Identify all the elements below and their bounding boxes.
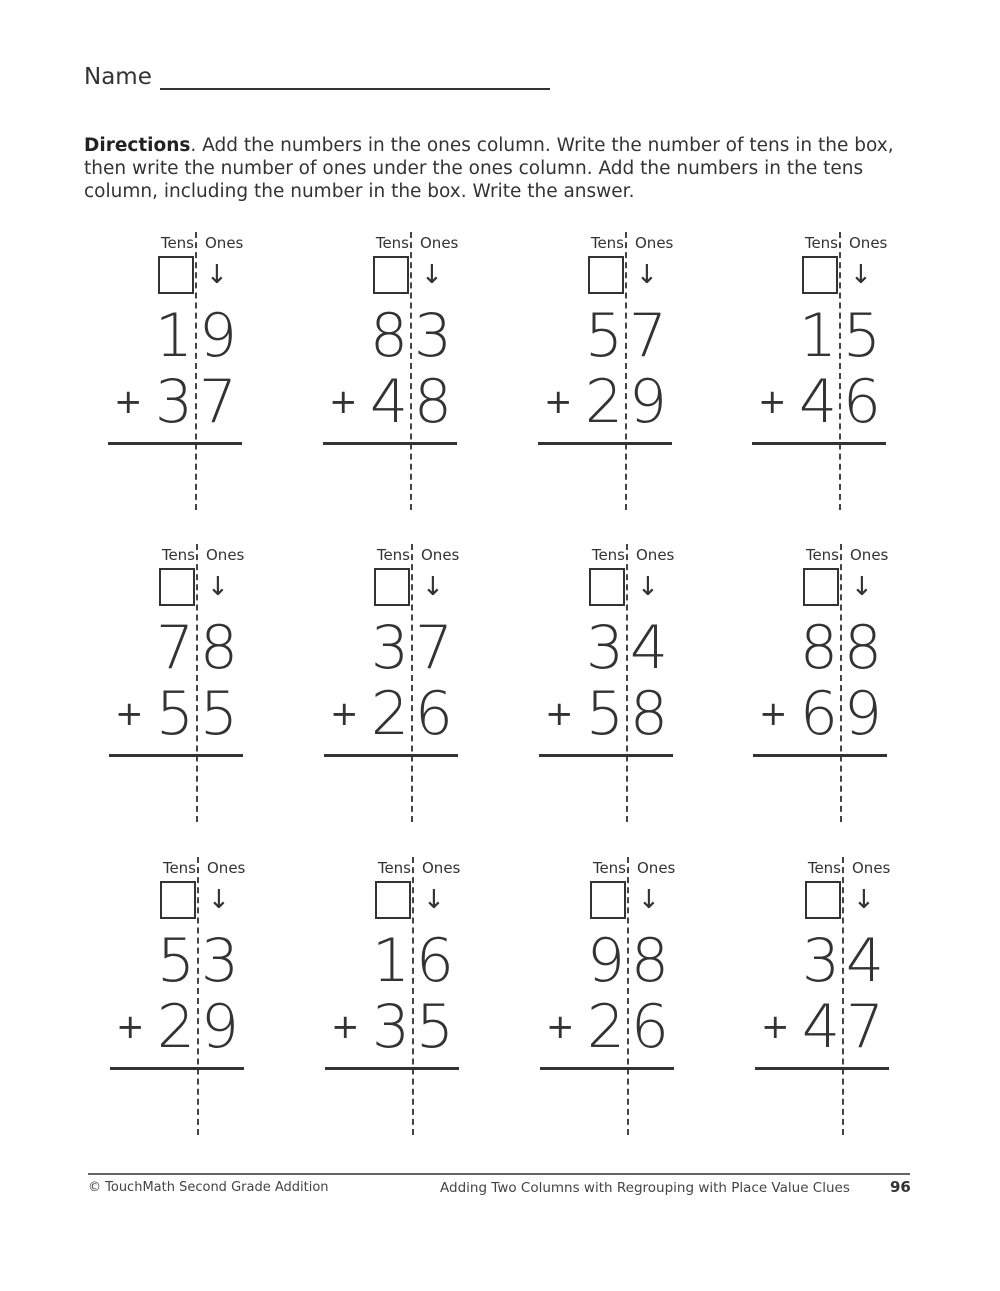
bottom-ones-digit: 9 <box>200 992 240 1062</box>
answer-line[interactable] <box>325 1067 459 1070</box>
regroup-tens-box[interactable] <box>588 256 624 294</box>
tens-label: Tens <box>376 546 410 564</box>
down-arrow-icon: ↓ <box>423 885 445 915</box>
regroup-tens-box[interactable] <box>590 881 626 919</box>
place-value-divider <box>195 232 197 510</box>
place-value-divider <box>196 544 198 822</box>
directions-lead: Directions <box>84 135 191 156</box>
answer-line[interactable] <box>752 442 886 445</box>
plus-sign: + <box>116 1007 145 1047</box>
bottom-tens-digit: 4 <box>798 367 838 437</box>
top-tens-digit: 3 <box>585 613 625 683</box>
top-ones-digit: 9 <box>198 301 238 371</box>
regroup-tens-box[interactable] <box>375 881 411 919</box>
regroup-tens-box[interactable] <box>159 568 195 606</box>
place-value-divider <box>626 544 628 822</box>
top-ones-digit: 3 <box>200 926 240 996</box>
down-arrow-icon: ↓ <box>638 885 660 915</box>
plus-sign: + <box>545 694 574 734</box>
plus-sign: + <box>330 694 359 734</box>
regroup-tens-box[interactable] <box>158 256 194 294</box>
tens-label: Tens <box>377 859 411 877</box>
plus-sign: + <box>329 382 358 422</box>
bottom-ones-digit: 9 <box>628 367 668 437</box>
ones-label: Ones <box>422 859 461 877</box>
ones-label: Ones <box>849 234 888 252</box>
plus-sign: + <box>546 1007 575 1047</box>
directions-text: . Add the numbers in the ones column. Write the number of tens in the box, then write the number of ones under the ones column. Add the numbers in the tens column, including the number in the box. Write the answer. <box>84 135 894 202</box>
top-tens-digit: 8 <box>799 613 839 683</box>
problem-12 <box>753 851 953 1141</box>
down-arrow-icon: ↓ <box>208 885 230 915</box>
tens-label: Tens <box>591 546 625 564</box>
answer-line[interactable] <box>753 754 887 757</box>
answer-line[interactable] <box>109 754 243 757</box>
bottom-ones-digit: 6 <box>414 679 454 749</box>
tens-label: Tens <box>592 859 626 877</box>
down-arrow-icon: ↓ <box>637 572 659 602</box>
problem-7 <box>537 538 737 828</box>
answer-line[interactable] <box>324 754 458 757</box>
top-tens-digit: 5 <box>584 301 624 371</box>
problem-6 <box>322 538 522 828</box>
problem-9 <box>108 851 308 1141</box>
answer-line[interactable] <box>540 1067 674 1070</box>
top-tens-digit: 3 <box>801 926 841 996</box>
problem-2 <box>321 226 521 516</box>
top-tens-digit: 1 <box>371 926 411 996</box>
bottom-tens-digit: 2 <box>370 679 410 749</box>
problem-3 <box>536 226 736 516</box>
bottom-tens-digit: 2 <box>584 367 624 437</box>
page-number: 96 <box>890 1178 911 1196</box>
bottom-ones-digit: 9 <box>843 679 883 749</box>
problem-1 <box>106 226 306 516</box>
bottom-tens-digit: 5 <box>155 679 195 749</box>
ones-label: Ones <box>206 546 245 564</box>
name-label: Name <box>84 64 152 90</box>
answer-line[interactable] <box>323 442 457 445</box>
problem-10 <box>323 851 523 1141</box>
top-ones-digit: 4 <box>845 926 885 996</box>
top-tens-digit: 1 <box>798 301 838 371</box>
answer-line[interactable] <box>110 1067 244 1070</box>
bottom-ones-digit: 8 <box>629 679 669 749</box>
place-value-divider <box>627 857 629 1135</box>
problem-5 <box>107 538 307 828</box>
bottom-tens-digit: 3 <box>154 367 194 437</box>
top-ones-digit: 8 <box>843 613 883 683</box>
top-ones-digit: 5 <box>842 301 882 371</box>
down-arrow-icon: ↓ <box>851 572 873 602</box>
answer-line[interactable] <box>755 1067 889 1070</box>
top-tens-digit: 8 <box>369 301 409 371</box>
down-arrow-icon: ↓ <box>636 260 658 290</box>
tens-label: Tens <box>590 234 624 252</box>
ones-label: Ones <box>635 234 674 252</box>
tens-label: Tens <box>161 546 195 564</box>
regroup-tens-box[interactable] <box>374 568 410 606</box>
name-input-line[interactable] <box>160 88 550 90</box>
footer-copyright: © TouchMath Second Grade Addition <box>88 1180 329 1195</box>
directions <box>84 134 914 203</box>
top-tens-digit: 3 <box>370 613 410 683</box>
ones-label: Ones <box>207 859 246 877</box>
bottom-tens-digit: 2 <box>156 992 196 1062</box>
top-ones-digit: 7 <box>414 613 454 683</box>
ones-label: Ones <box>637 859 676 877</box>
place-value-divider <box>197 857 199 1135</box>
bottom-ones-digit: 8 <box>413 367 453 437</box>
plus-sign: + <box>115 694 144 734</box>
ones-label: Ones <box>420 234 459 252</box>
top-ones-digit: 8 <box>199 613 239 683</box>
bottom-ones-digit: 7 <box>198 367 238 437</box>
problem-11 <box>538 851 738 1141</box>
bottom-ones-digit: 5 <box>199 679 239 749</box>
bottom-ones-digit: 5 <box>415 992 455 1062</box>
regroup-tens-box[interactable] <box>805 881 841 919</box>
plus-sign: + <box>761 1007 790 1047</box>
down-arrow-icon: ↓ <box>206 260 228 290</box>
tens-label: Tens <box>375 234 409 252</box>
tens-label: Tens <box>805 546 839 564</box>
bottom-tens-digit: 5 <box>585 679 625 749</box>
plus-sign: + <box>759 694 788 734</box>
tens-label: Tens <box>160 234 194 252</box>
ones-label: Ones <box>850 546 889 564</box>
top-tens-digit: 9 <box>586 926 626 996</box>
plus-sign: + <box>114 382 143 422</box>
ones-label: Ones <box>421 546 460 564</box>
tens-label: Tens <box>804 234 838 252</box>
bottom-tens-digit: 3 <box>371 992 411 1062</box>
answer-line[interactable] <box>538 442 672 445</box>
plus-sign: + <box>544 382 573 422</box>
bottom-tens-digit: 4 <box>369 367 409 437</box>
answer-line[interactable] <box>539 754 673 757</box>
down-arrow-icon: ↓ <box>422 572 444 602</box>
place-value-divider <box>410 232 412 510</box>
place-value-divider <box>840 544 842 822</box>
footer-title: Adding Two Columns with Regrouping with Place Value Clues <box>440 1180 850 1196</box>
bottom-tens-digit: 2 <box>586 992 626 1062</box>
place-value-divider <box>412 857 414 1135</box>
top-ones-digit: 6 <box>415 926 455 996</box>
regroup-tens-box[interactable] <box>802 256 838 294</box>
footer-rule <box>88 1173 910 1175</box>
down-arrow-icon: ↓ <box>421 260 443 290</box>
place-value-divider <box>839 232 841 510</box>
ones-label: Ones <box>636 546 675 564</box>
ones-label: Ones <box>852 859 891 877</box>
bottom-tens-digit: 4 <box>801 992 841 1062</box>
bottom-tens-digit: 6 <box>799 679 839 749</box>
ones-label: Ones <box>205 234 244 252</box>
down-arrow-icon: ↓ <box>207 572 229 602</box>
top-tens-digit: 7 <box>155 613 195 683</box>
problem-8 <box>751 538 951 828</box>
down-arrow-icon: ↓ <box>850 260 872 290</box>
plus-sign: + <box>331 1007 360 1047</box>
bottom-ones-digit: 6 <box>842 367 882 437</box>
regroup-tens-box[interactable] <box>589 568 625 606</box>
top-ones-digit: 4 <box>629 613 669 683</box>
place-value-divider <box>625 232 627 510</box>
place-value-divider <box>411 544 413 822</box>
top-ones-digit: 3 <box>413 301 453 371</box>
tens-label: Tens <box>162 859 196 877</box>
answer-line[interactable] <box>108 442 242 445</box>
top-ones-digit: 8 <box>630 926 670 996</box>
top-tens-digit: 1 <box>154 301 194 371</box>
top-ones-digit: 7 <box>628 301 668 371</box>
down-arrow-icon: ↓ <box>853 885 875 915</box>
top-tens-digit: 5 <box>156 926 196 996</box>
plus-sign: + <box>758 382 787 422</box>
bottom-ones-digit: 6 <box>630 992 670 1062</box>
regroup-tens-box[interactable] <box>803 568 839 606</box>
regroup-tens-box[interactable] <box>373 256 409 294</box>
problem-4 <box>750 226 950 516</box>
bottom-ones-digit: 7 <box>845 992 885 1062</box>
place-value-divider <box>842 857 844 1135</box>
regroup-tens-box[interactable] <box>160 881 196 919</box>
tens-label: Tens <box>807 859 841 877</box>
